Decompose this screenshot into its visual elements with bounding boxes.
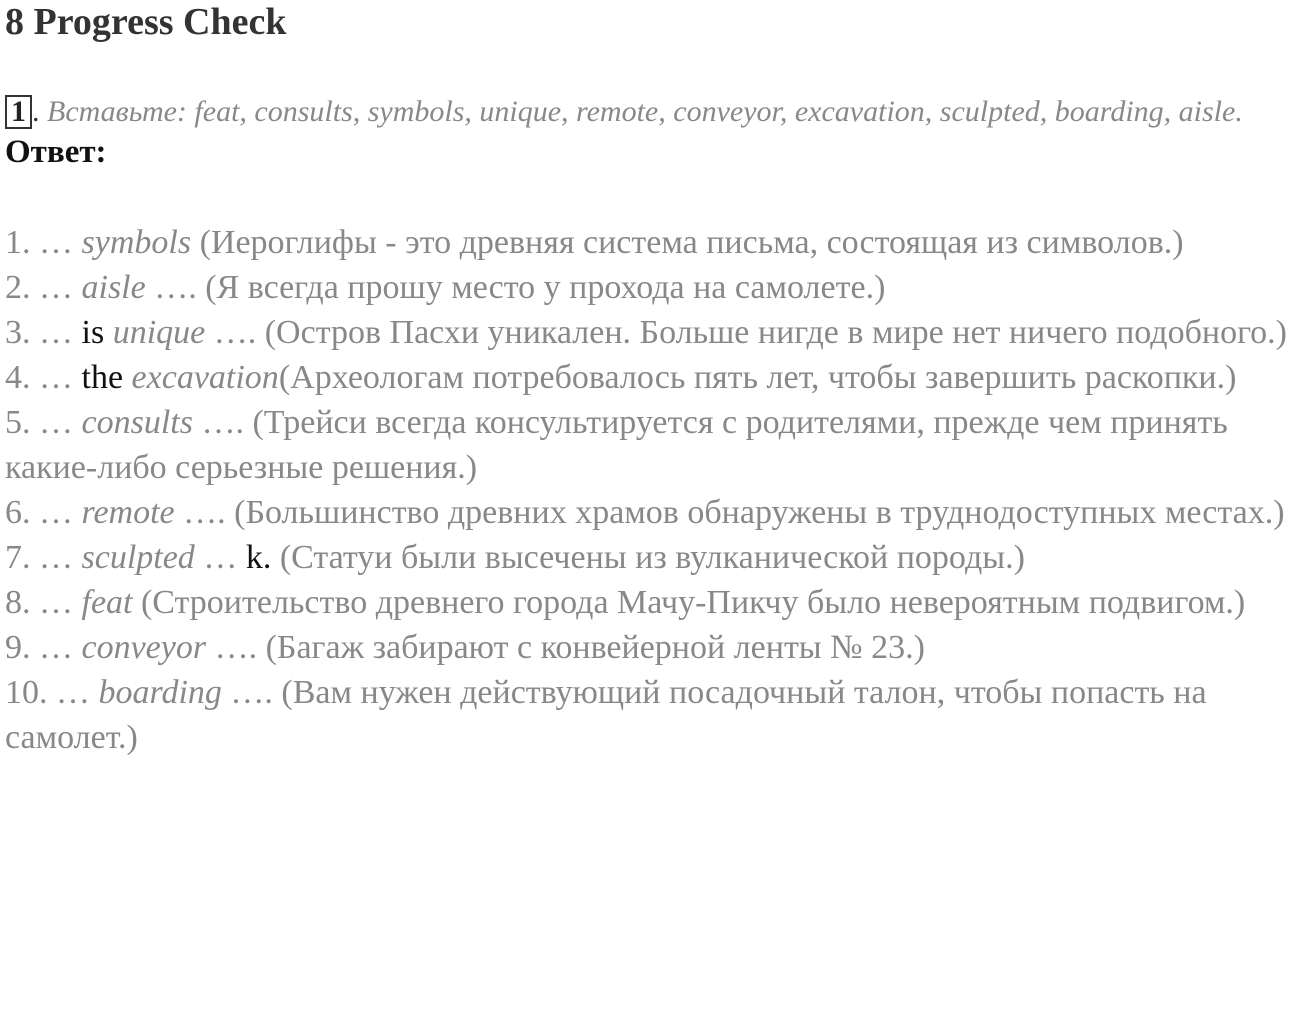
answer-translation: …. (Большинство древних храмов обнаружены в труднодоступных местах.) bbox=[174, 494, 1285, 531]
answer-label: Ответ: bbox=[5, 134, 107, 170]
answer-number: 8. … bbox=[5, 584, 82, 621]
answer-number: 7. … bbox=[5, 539, 82, 576]
answer-word: feat bbox=[81, 584, 133, 621]
answer-extra-fragment: k. bbox=[245, 539, 272, 576]
answer-list bbox=[5, 220, 1287, 760]
answer-translation: (Статуи были высечены из вулканической породы.) bbox=[271, 539, 1025, 576]
answer-item-4 bbox=[5, 355, 1287, 400]
answer-number: 10. … bbox=[5, 674, 99, 711]
answer-word: unique bbox=[112, 314, 206, 351]
answer-item-7 bbox=[5, 535, 1287, 580]
answer-word: symbols bbox=[81, 224, 192, 261]
answer-number: 2. … bbox=[5, 269, 82, 306]
answer-item-5 bbox=[5, 400, 1287, 490]
answer-ellipsis: … bbox=[194, 539, 246, 576]
task-number-dot: . bbox=[32, 95, 40, 128]
page-title: 8 Progress Check bbox=[5, 1, 287, 43]
answer-item-9 bbox=[5, 625, 1287, 670]
answer-number: 6. … bbox=[5, 494, 82, 531]
answer-word: remote bbox=[81, 494, 175, 531]
answer-item-10 bbox=[5, 670, 1287, 760]
answer-word: consults bbox=[81, 404, 193, 441]
task-instruction bbox=[5, 92, 1287, 132]
answer-translation: …. (Я всегда прошу место у прохода на самолете.) bbox=[145, 269, 886, 306]
answer-number: 5. … bbox=[5, 404, 82, 441]
answer-item-6 bbox=[5, 490, 1287, 535]
answer-translation: (Иероглифы - это древняя система письма, состоящая из символов.) bbox=[191, 224, 1184, 261]
answer-translation: (Археологам потребовалось пять лет, чтобы завершить раскопки.) bbox=[278, 359, 1237, 396]
answer-number: 1. … bbox=[5, 224, 82, 261]
answer-extra-word: is bbox=[81, 314, 113, 351]
answer-translation: …. (Багаж забирают с конвейерной ленты № 23.) bbox=[206, 629, 925, 666]
answer-word: aisle bbox=[81, 269, 146, 306]
answer-word: boarding bbox=[98, 674, 222, 711]
answer-number: 3. … bbox=[5, 314, 82, 351]
answer-translation: (Строительство древнего города Мачу-Пикчу было невероятным подвигом.) bbox=[132, 584, 1246, 621]
answer-translation: …. (Трейси всегда консультируется с родителями, прежде чем принять какие-либо серьезные решения.) bbox=[5, 404, 1228, 486]
answer-translation: …. (Остров Пасхи уникален. Больше нигде в мире нет ничего подобного.) bbox=[205, 314, 1288, 351]
answer-item-3 bbox=[5, 310, 1287, 355]
answer-translation: …. (Вам нужен действующий посадочный талон, чтобы попасть на самолет.) bbox=[5, 674, 1207, 756]
answer-number: 9. … bbox=[5, 629, 82, 666]
document-page bbox=[5, 0, 1287, 760]
answer-word: sculpted bbox=[81, 539, 195, 576]
task-number-box: 1 bbox=[5, 95, 32, 129]
answer-extra-word: the bbox=[81, 359, 132, 396]
answer-item-1 bbox=[5, 220, 1287, 265]
answer-item-8 bbox=[5, 580, 1287, 625]
answer-word: excavation bbox=[131, 359, 279, 396]
answer-word: conveyor bbox=[81, 629, 207, 666]
answer-item-2 bbox=[5, 265, 1287, 310]
task-instruction-text: Вставьте: feat, consults, symbols, unique, remote, conveyor, excavation, sculpted, boarding, aisle. bbox=[39, 95, 1243, 128]
answer-number: 4. … bbox=[5, 359, 82, 396]
